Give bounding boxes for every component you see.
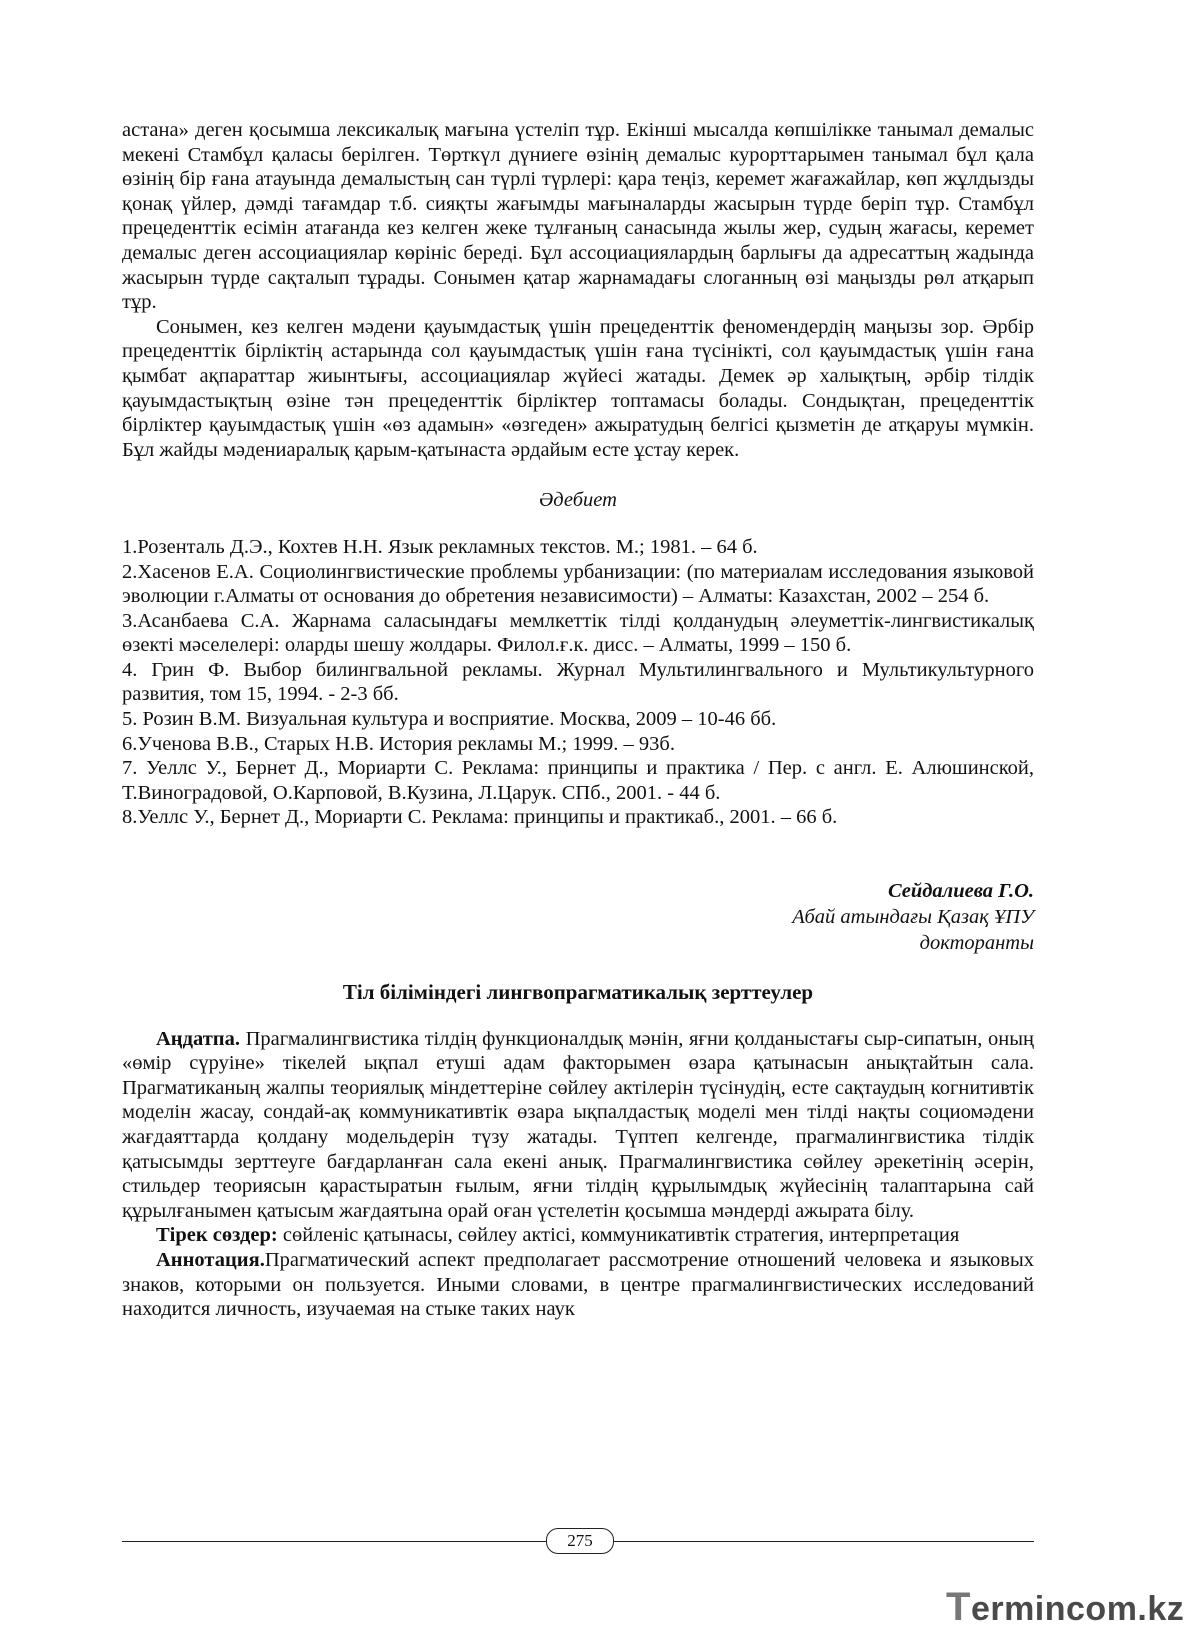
keywords-label: Тірек сөздер:: [156, 1224, 278, 1247]
watermark-text: ermincom.kz: [970, 1590, 1184, 1628]
author-name: Сейдалиева Г.О.: [887, 880, 1034, 903]
page-number: 275: [546, 1528, 614, 1554]
author-affiliation: Абай атындағы Қазақ ҰПУ: [792, 906, 1034, 929]
keywords-text: сөйленіс қатынасы, сөйлеу актісі, коммуникативтік стратегия, интерпретация: [277, 1224, 960, 1247]
keywords-paragraph: [122, 1223, 1034, 1248]
abstract-paragraph: [122, 1027, 1034, 1224]
article-title: Тіл біліміндегі лингвопрагматикалық зерттеулер: [342, 980, 814, 1005]
annotation-text: Прагматический аспект предполагает рассмотрение отношений человека и языковых знаков, которыми он пользуется. Иными словами, в центре прагмалингвистических исследований находится личность, изучаемая на стыке таких наук: [122, 1248, 1034, 1321]
reference-item: 8.Уеллс У., Бернет Д., Мориарти С. Реклама: принципы и практикаб., 2001. – 66 б.: [122, 806, 838, 829]
reference-item: 1.Розенталь Д.Э., Кохтев Н.Н. Язык рекламных текстов. М.; 1981. – 64 б.: [122, 535, 758, 558]
literature-heading: Әдебиет: [539, 489, 617, 512]
reference-item: 7. Уеллс У., Бернет Д., Мориарти С. Реклама: принципы и практика / Пер. с англ. Е. Алюшинской, Т.Виноградовой, О.Карповой, В.Кузина, Л.Царук. СПб., 2001. - 44 б.: [122, 757, 1034, 804]
abstract-text: Прагмалингвистика тілдің функционалдық мәнін, яғни қолданыстағы сыр-сипатын, оның «өмір сүруіне» тікелей ықпал етуші адам факторымен өзара қатынасын анықтайтын сала. Прагматиканың жалпы теориялық міндеттеріне сөйлеу актілерін түсінудің, есте сақтаудың когнитивтік моделін жасау, сондай-ақ коммуникативтік өзара ықпалдастық моделі мен тілді нақты социомәдени жағдаяттарда қолдану модельдерін түзу жатады. Түптеп келгенде, прагмалингвистика тілдік қатысымды зерттеуге бағдарланған сала екені анық. Прагмалингвистика сөйлеу әрекетінің әсерін, стильдер теориясын қарастыратын ғылым, яғни тілдің құрылымдық жүйесінің талаптарына сай құрылғанымен қатысым жағдаятына орай оған үстелетін қосымша мәндерді ажырата білу.: [122, 1027, 1034, 1222]
reference-item: 5. Розин В.М. Визуальная культура и восприятие. Москва, 2009 – 10-46 бб.: [122, 708, 777, 731]
reference-item: 2.Хасенов Е.А. Социолингвистические проблемы урбанизации: (по материалам исследования языковой эволюции г.Алматы от основания до обретения независимости) – Алматы: Казахстан, 2002 – 254 б.: [122, 560, 1034, 608]
footer-rule-right: [612, 1541, 1034, 1542]
abstract-label: Аңдатпа.: [156, 1027, 240, 1050]
annotation-paragraph: [122, 1248, 1034, 1322]
page-content: [122, 118, 1034, 1322]
watermark-logo: [946, 1585, 1184, 1630]
author-block: [122, 878, 1034, 956]
reference-item: 4. Грин Ф. Выбор билингвальной рекламы. Журнал Мультилингвального и Мультикультурного развития, том 15, 1994. - 2-3 бб.: [122, 658, 1034, 706]
body-paragraph-2: Сонымен, кез келген мәдени қауымдастық үшін прецеденттік феномендердің маңызы зор. Әрбір прецеденттік бірліктің астарында сол қауымдастық үшін ғана түсінікті, сол қауымдастық үшін ғана қымбат ақпараттар жиынтығы, ассоциациялар жүйесі жатады. Демек әр халықтың, әрбір тілдік қауымдастықтың өзіне тән прецеденттік бірліктер топтамасы болады. Сондықтан, прецеденттік бірліктер қауымдастық үшін «өз адамын» «өзгеден» ажыратудың белгісі қызметін де атқаруы мүмкін. Бұл жайды мәдениаралық қарым-қатынаста әрдайым есте ұстау керек.: [122, 315, 1034, 461]
annotation-label: Аннотация.: [156, 1248, 265, 1271]
reference-item: 6.Ученова В.В., Старых Н.В. История рекламы М.; 1999. – 93б.: [122, 732, 675, 755]
watermark-initial: T: [946, 1585, 971, 1629]
reference-list: [122, 535, 1034, 830]
body-paragraph-1: астана» деген қосымша лексикалық мағына үстеліп тұр. Екінші мысалда көпшілікке танымал демалыс мекені Стамбұл қаласы берілген. Төрткүл дүниеге өзінің демалыс курорттарымен танымал бұл қала өзінің бір ғана атауында демалыстың сан түрлі түрлері: қара теңіз, керемет жағажайлар, көп жұлдызды қонақ үйлер, дәмді тағамдар т.б. сияқты жағымды мағыналарды жасырын түрде беріп тұр. Стамбұл прецеденттік есімін атағанда кез келген жеке тұлғаның санасында жылы жер, судың жағасы, керемет демалыс деген ассоциациялар көрініс береді. Бұл ассоциациялардың барлығы да адресаттың жадында жасырын түрде сақталып тұрады. Сонымен қатар жарнамадағы слоганның өзі маңызды рөл атқарып тұр.: [122, 119, 1034, 314]
reference-item: 3.Асанбаева С.А. Жарнама саласындағы мемлкеттік тілді қолданудың әлеуметтік-лингвистикалық өзекті мәселелері: оларды шешу жолдары. Филол.ғ.к. дисс. – Алматы, 1999 – 150 б.: [122, 609, 1034, 657]
author-role: докторанты: [919, 932, 1034, 955]
footer-rule-left: [122, 1541, 546, 1542]
